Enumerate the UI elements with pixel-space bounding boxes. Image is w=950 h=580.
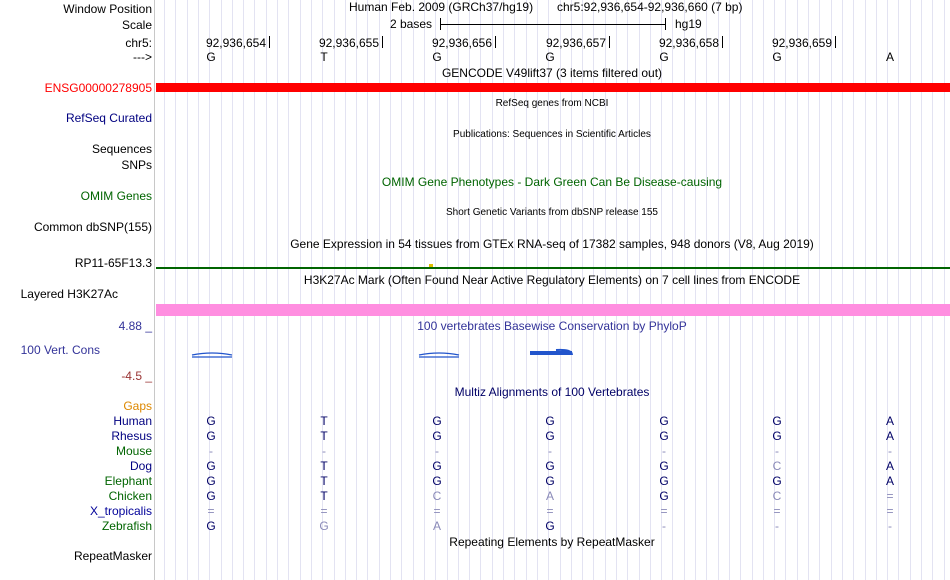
species-label[interactable]: Rhesus (111, 429, 152, 443)
alignment-base: - (322, 444, 326, 458)
alignment-base: = (207, 504, 215, 518)
alignment-base: G (659, 489, 669, 503)
ruler-base: G (206, 50, 216, 64)
alignment-base: G (206, 414, 216, 428)
species-label[interactable]: X_tropicalis (89, 504, 152, 518)
alignment-base: G (206, 489, 216, 503)
alignment-base: T (320, 459, 328, 473)
alignment-base: G (545, 519, 555, 533)
alignment-base: G (319, 519, 329, 533)
alignment-base: A (885, 429, 894, 443)
coordinate-label: 92,936,655 (318, 36, 379, 50)
label-strand[interactable]: ---> (133, 50, 152, 64)
multiz-track-title[interactable]: Multiz Alignments of 100 Vertebrates (454, 385, 650, 399)
alignment-base: T (320, 489, 328, 503)
alignment-base: - (662, 444, 666, 458)
label-gencode-item[interactable]: ENSG00000278905 (44, 81, 152, 95)
alignment-base: - (209, 444, 213, 458)
alignment-base: = (773, 504, 781, 518)
ruler-base: A (885, 50, 894, 64)
alignment-base: - (548, 444, 552, 458)
ruler-base: G (772, 50, 782, 64)
dbsnp-track-title[interactable]: Short Genetic Variants from dbSNP release 155 (446, 207, 658, 218)
alignment-base: G (206, 519, 216, 533)
label-refseq[interactable]: RefSeq Curated (65, 111, 152, 125)
label-h3k27ac[interactable]: Layered H3K27Ac (20, 287, 118, 301)
alignment-base: A (545, 489, 554, 503)
species-label[interactable]: Dog (129, 459, 152, 473)
alignment-base: G (432, 474, 442, 488)
label-snps[interactable]: SNPs (121, 158, 152, 172)
alignment-base: = (660, 504, 668, 518)
coordinate-label: 92,936,658 (658, 36, 719, 50)
alignment-base: = (433, 504, 441, 518)
phylop-glyph-3 (530, 350, 572, 355)
alignment-base: - (888, 444, 892, 458)
ruler-base: T (320, 50, 328, 64)
alignment-base: C (772, 489, 782, 503)
alignment-base: G (545, 414, 555, 428)
label-omim[interactable]: OMIM Genes (80, 189, 152, 203)
alignment-base: A (885, 474, 894, 488)
label-phylop-max: 4.88 _ (118, 319, 152, 333)
alignment-base: T (320, 429, 328, 443)
alignment-base: A (432, 519, 441, 533)
species-label[interactable]: Zebrafish (101, 519, 152, 533)
scale-text: 2 bases (390, 17, 433, 31)
alignment-base: G (432, 459, 442, 473)
ruler-assembly: Human Feb. 2009 (GRCh37/hg19) (349, 0, 534, 14)
coordinate-label: 92,936,656 (431, 36, 492, 50)
alignment-base: G (659, 474, 669, 488)
species-label[interactable]: Elephant (104, 474, 152, 488)
ruler-base: G (545, 50, 555, 64)
species-label[interactable]: Chicken (108, 489, 152, 503)
coordinate-label: 92,936,654 (205, 36, 266, 50)
alignment-base: A (885, 459, 894, 473)
alignment-base: - (775, 444, 779, 458)
label-dbsnp[interactable]: Common dbSNP(155) (33, 220, 152, 234)
label-phylop-min: -4.5 _ (121, 369, 152, 383)
label-window-position[interactable]: Window Position (63, 2, 152, 16)
gencode-track-title[interactable]: GENCODE V49lift37 (3 items filtered out) (441, 66, 663, 80)
alignment-base: G (772, 474, 782, 488)
coordinate-label: 92,936,657 (545, 36, 606, 50)
alignment-base: G (432, 429, 442, 443)
gtex-track-title[interactable]: Gene Expression in 54 tissues from GTEx RNA-seq of 17382 samples, 948 donors (V8, Aug 2019) (290, 237, 814, 251)
label-gtex-item[interactable]: RP11-65F13.3 (74, 256, 152, 270)
scale-db: hg19 (675, 17, 702, 31)
alignment-base: G (432, 414, 442, 428)
repeatmasker-track-title[interactable]: Repeating Elements by RepeatMasker (449, 535, 655, 549)
alignment-base: = (886, 489, 894, 503)
phylop-glyph-2 (419, 353, 459, 357)
refseq-track-title[interactable]: RefSeq genes from NCBI (495, 98, 609, 109)
publications-track-title[interactable]: Publications: Sequences in Scientific Articles (453, 129, 651, 140)
alignment-base: - (888, 519, 892, 533)
alignment-base: - (662, 519, 666, 533)
ruler-base: G (659, 50, 669, 64)
label-chrom[interactable]: chr5: (125, 36, 152, 50)
alignment-base: G (545, 429, 555, 443)
label-gaps[interactable]: Gaps (123, 399, 152, 413)
coordinate-label: 92,936,659 (771, 36, 832, 50)
alignment-base: G (206, 459, 216, 473)
label-sequences[interactable]: Sequences (91, 142, 152, 156)
label-phylop[interactable]: 100 Vert. Cons (20, 343, 100, 357)
alignment-base: G (545, 474, 555, 488)
phylop-glyph-1 (192, 353, 232, 357)
alignment-base: G (659, 414, 669, 428)
label-scale[interactable]: Scale (121, 18, 152, 32)
alignment-base: = (320, 504, 328, 518)
alignment-base: C (772, 459, 782, 473)
ruler-position[interactable]: chr5:92,936,654-92,936,660 (7 bp) (557, 0, 743, 14)
alignment-base: G (772, 429, 782, 443)
omim-track-title[interactable]: OMIM Gene Phenotypes - Dark Green Can Be Disease-causing (381, 175, 723, 189)
alignment-base: - (435, 444, 439, 458)
alignment-base: - (775, 519, 779, 533)
species-label[interactable]: Mouse (115, 444, 152, 458)
ruler-base: G (432, 50, 442, 64)
alignment-base: G (206, 474, 216, 488)
phylop-track-title[interactable]: 100 vertebrates Basewise Conservation by PhyloP (417, 319, 687, 333)
alignment-base: T (320, 414, 328, 428)
alignment-base: C (432, 489, 442, 503)
alignment-base: G (772, 414, 782, 428)
alignment-base: G (545, 459, 555, 473)
h3k27ac-track-title[interactable]: H3K27Ac Mark (Often Found Near Active Regulatory Elements) on 7 cell lines from ENCODE (303, 273, 801, 287)
alignment-base: G (206, 429, 216, 443)
alignment-base: = (546, 504, 554, 518)
species-label[interactable]: Human (113, 414, 152, 428)
alignment-base: = (886, 504, 894, 518)
alignment-base: A (885, 414, 894, 428)
alignment-base: T (320, 474, 328, 488)
alignment-base: G (659, 459, 669, 473)
label-repeatmasker[interactable]: RepeatMasker (73, 549, 152, 563)
alignment-base: G (659, 429, 669, 443)
